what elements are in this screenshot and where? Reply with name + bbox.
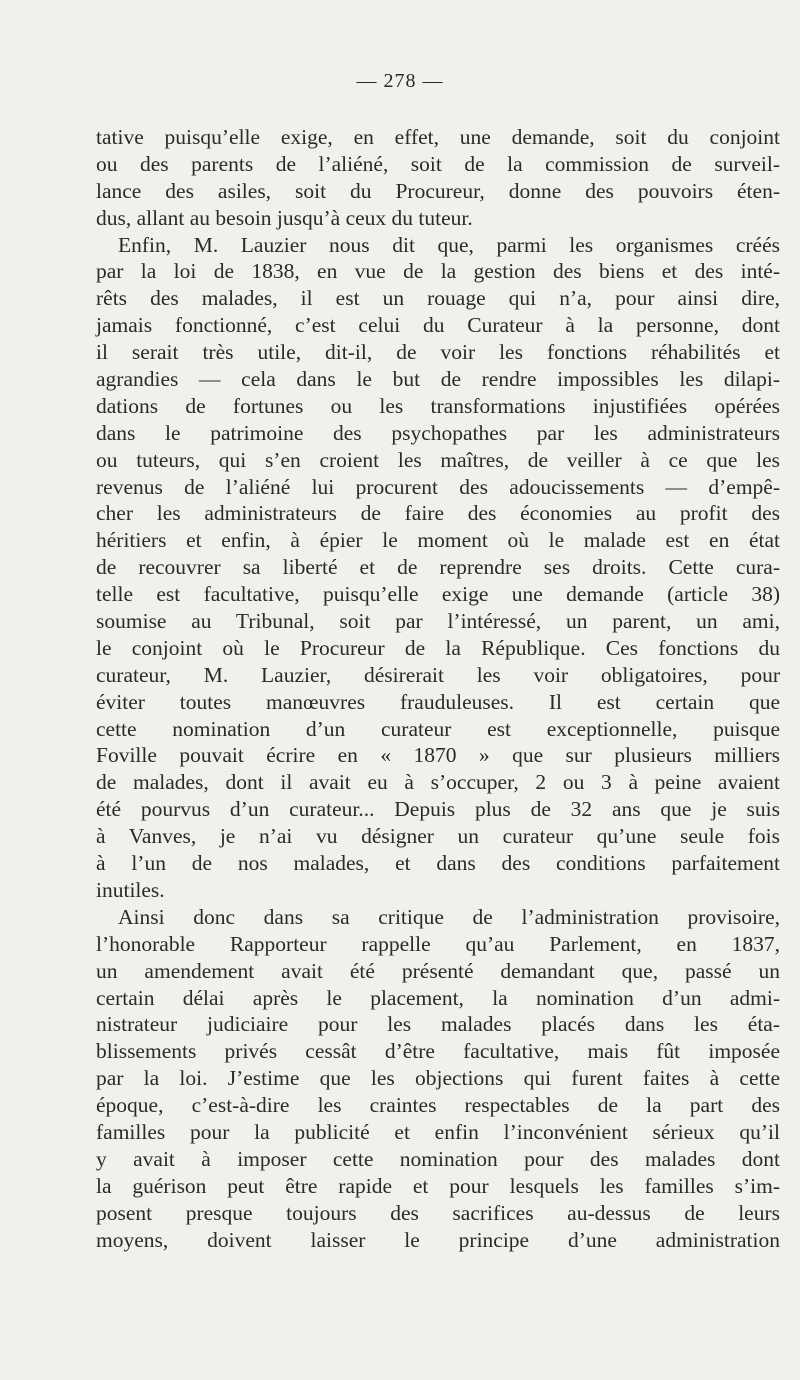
text-line: nistrateur judiciaire pour les malades placés dans les éta- (96, 1012, 780, 1037)
text-line: inutiles. (96, 877, 165, 902)
text-line: le conjoint où le Procureur de la République. Ces fonctions du (96, 635, 780, 660)
text-line: cette nomination d’un curateur est exceptionnelle, puisque (96, 716, 780, 741)
text-line: dans le patrimoine des psychopathes par les administrateurs (96, 420, 780, 445)
text-line: dations de fortunes ou les transformations injustifiées opérées (96, 393, 780, 418)
text-line: moyens, doivent laisser le principe d’une administration (96, 1227, 780, 1252)
text-line: la guérison peut être rapide et pour lesquels les familles s’im- (96, 1173, 780, 1198)
text-line: à Vanves, je n’ai vu désigner un curateur qu’une seule fois (96, 824, 780, 849)
page-body-text (96, 124, 780, 1253)
text-line: par la loi de 1838, en vue de la gestion des biens et des inté- (96, 259, 780, 284)
text-line: agrandies — cela dans le but de rendre impossibles les dilapi- (96, 367, 780, 392)
text-line: soumise au Tribunal, soit par l’intéressé, un parent, un ami, (96, 609, 780, 634)
text-line: de malades, dont il avait eu à s’occuper, 2 ou 3 à peine avaient (96, 770, 780, 795)
text-line: un amendement avait été présenté demandant que, passé un (96, 958, 780, 983)
text-line: ou tuteurs, qui s’en croient les maîtres, de veiller à ce que les (96, 447, 780, 472)
text-line: ou des parents de l’aliéné, soit de la commission de surveil- (96, 151, 780, 176)
text-line: blissements privés cessât d’être facultative, mais fût imposée (96, 1039, 780, 1064)
text-line: Ainsi donc dans sa critique de l’administration provisoire, (118, 904, 780, 929)
text-line: lance des asiles, soit du Procureur, donne des pouvoirs éten- (96, 178, 780, 203)
text-line: familles pour la publicité et enfin l’inconvénient sérieux qu’il (96, 1119, 780, 1144)
text-line: l’honorable Rapporteur rappelle qu’au Parlement, en 1837, (96, 931, 780, 956)
page-number: — 278 — (356, 70, 444, 92)
text-line: telle est facultative, puisqu’elle exige une demande (article 38) (96, 582, 780, 607)
text-line: posent presque toujours des sacrifices au-dessus de leurs (96, 1200, 780, 1225)
text-line: époque, c’est-à-dire les craintes respectables de la part des (96, 1093, 780, 1118)
text-line: par la loi. J’estime que les objections qui furent faites à cette (96, 1066, 780, 1091)
text-line: y avait à imposer cette nomination pour des malades dont (96, 1146, 780, 1171)
text-line: éviter toutes manœuvres frauduleuses. Il est certain que (96, 689, 780, 714)
text-line: Enfin, M. Lauzier nous dit que, parmi les organismes créés (118, 232, 780, 257)
text-line: Foville pouvait écrire en « 1870 » que sur plusieurs milliers (96, 743, 780, 768)
text-line: jamais fonctionné, c’est celui du Curateur à la personne, dont (96, 313, 780, 338)
text-line: été pourvus d’un curateur... Depuis plus de 32 ans que je suis (96, 797, 780, 822)
text-line: à l’un de nos malades, et dans des conditions parfaitement (96, 851, 780, 876)
text-line: tative puisqu’elle exige, en effet, une demande, soit du conjoint (96, 125, 780, 149)
text-line: cher les administrateurs de faire des économies au profit des (96, 501, 780, 526)
text-line: rêts des malades, il est un rouage qui n’a, pour ainsi dire, (96, 286, 780, 311)
text-line: de recouvrer sa liberté et de reprendre ses droits. Cette cura- (96, 555, 780, 580)
text-line: dus, allant au besoin jusqu’à ceux du tuteur. (96, 205, 473, 230)
text-line: certain délai après le placement, la nomination d’un admi- (96, 985, 780, 1010)
text-line: curateur, M. Lauzier, désirerait les voir obligatoires, pour (96, 662, 780, 687)
text-line: il serait très utile, dit-il, de voir les fonctions réhabilités et (96, 340, 780, 365)
text-line: héritiers et enfin, à épier le moment où le malade est en état (96, 528, 780, 553)
text-line: revenus de l’aliéné lui procurent des adoucissements — d’empê- (96, 474, 780, 499)
